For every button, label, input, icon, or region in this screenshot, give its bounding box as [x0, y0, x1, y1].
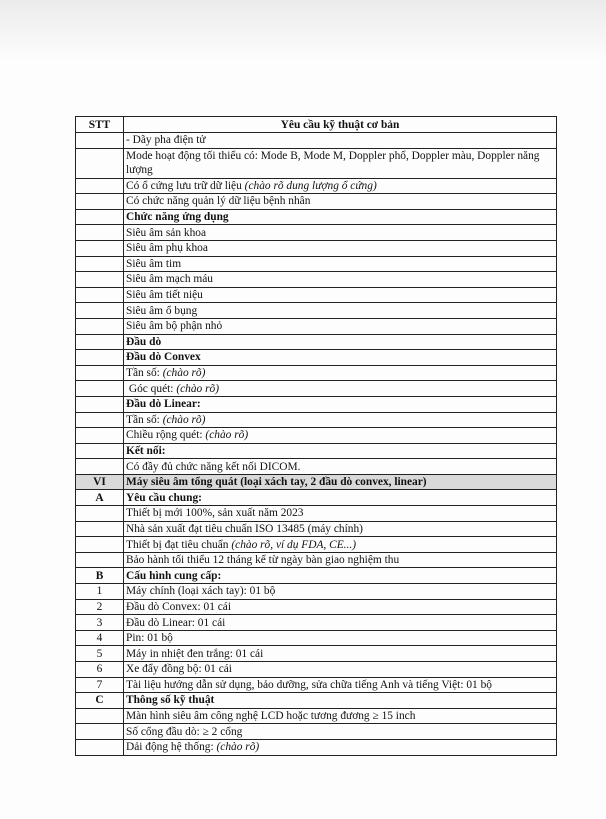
requirement-text: Chức năng ứng dụng [126, 211, 229, 224]
requirement-text: Máy chính (loại xách tay): 01 bộ [126, 585, 276, 598]
requirement-note: (chào rõ) [162, 367, 206, 380]
header-stt: STT [76, 117, 124, 133]
row-requirement [124, 599, 557, 615]
row-stt [76, 194, 124, 210]
table-row [76, 303, 557, 319]
requirement-text: Đầu dò Convex [126, 351, 201, 364]
requirement-text: Màn hình siêu âm công nghệ LCD hoặc tương đương ≥ 15 inch [126, 710, 416, 723]
table-row [76, 677, 557, 693]
table-row [76, 708, 557, 724]
row-requirement [124, 521, 557, 537]
requirement-text: Siêu âm ổ bụng [126, 304, 198, 317]
requirement-text: Tần số: [126, 413, 163, 426]
row-requirement [124, 133, 557, 149]
row-stt [76, 708, 124, 724]
table-body [76, 133, 557, 756]
row-requirement [124, 148, 557, 178]
requirement-text: Thiết bị đạt tiêu chuẩn [126, 538, 232, 551]
row-requirement [124, 381, 557, 397]
row-requirement [124, 662, 557, 678]
requirement-note: (chào rõ) [205, 429, 249, 442]
table-row [76, 350, 557, 366]
requirement-note: (chào rõ) [162, 413, 206, 426]
requirement-note: (chào rõ dung lượng ổ cứng) [244, 179, 377, 192]
table-row [76, 552, 557, 568]
table-row [76, 459, 557, 475]
requirement-text: Thông số kỹ thuật [126, 694, 215, 707]
table-row [76, 240, 557, 256]
row-requirement [124, 506, 557, 522]
requirement-text: Mode hoạt động tối thiểu có: Mode B, Mode M, Doppler phổ, Doppler màu, Doppler năng lượng [126, 149, 543, 177]
row-stt [76, 209, 124, 225]
requirement-text: Nhà sản xuất đạt tiêu chuẩn ISO 13485 (máy chính) [126, 522, 363, 535]
requirement-text: Kết nối: [126, 444, 166, 457]
requirement-text: Máy siêu âm tổng quát (loại xách tay, 2 đầu dò convex, linear) [126, 476, 427, 489]
section-row [76, 474, 557, 490]
table-row [76, 568, 557, 584]
row-requirement [124, 318, 557, 334]
row-requirement [124, 459, 557, 475]
table-row [76, 521, 557, 537]
requirement-text: Góc quét: [126, 382, 177, 395]
row-stt [76, 537, 124, 553]
row-requirement [124, 584, 557, 600]
row-stt: 3 [76, 615, 124, 631]
requirement-text: Dải động hệ thống: [126, 741, 217, 754]
table-row [76, 584, 557, 600]
row-requirement [124, 708, 557, 724]
row-requirement [124, 646, 557, 662]
row-requirement [124, 630, 557, 646]
table-row [76, 537, 557, 553]
row-stt: B [76, 568, 124, 584]
table-row [76, 334, 557, 350]
table-row [76, 318, 557, 334]
requirement-text: Có chức năng quản lý dữ liệu bệnh nhân [126, 195, 311, 208]
row-stt: 4 [76, 630, 124, 646]
row-stt [76, 334, 124, 350]
row-requirement [124, 256, 557, 272]
row-stt [76, 178, 124, 194]
table-row [76, 662, 557, 678]
requirement-text: Pin: 01 bộ [126, 632, 173, 645]
row-requirement [124, 225, 557, 241]
requirement-text: Siêu âm phụ khoa [126, 242, 208, 255]
requirement-text: Siêu âm sản khoa [126, 226, 207, 239]
row-stt [76, 412, 124, 428]
table-row [76, 287, 557, 303]
requirement-text: Có đầy đủ chức năng kết nối DICOM. [126, 460, 301, 473]
row-requirement [124, 615, 557, 631]
row-stt [76, 287, 124, 303]
row-requirement [124, 396, 557, 412]
row-requirement [124, 739, 557, 755]
row-stt [76, 318, 124, 334]
table-row [76, 739, 557, 755]
row-stt [76, 521, 124, 537]
requirement-text: - Dãy pha điện tử [126, 134, 206, 147]
row-stt: 7 [76, 677, 124, 693]
row-stt [76, 396, 124, 412]
row-stt [76, 256, 124, 272]
requirement-note: (chào rõ, ví dụ FDA, CE...) [231, 538, 356, 551]
table-row [76, 412, 557, 428]
requirement-text: Số cổng đầu dò: ≥ 2 cổng [126, 725, 243, 738]
spec-table [75, 116, 557, 756]
row-requirement [124, 334, 557, 350]
row-requirement [124, 693, 557, 709]
row-requirement [124, 178, 557, 194]
requirement-text: Siêu âm bộ phận nhỏ [126, 320, 223, 333]
row-requirement [124, 677, 557, 693]
table-row [76, 630, 557, 646]
row-requirement [124, 490, 557, 506]
row-stt: A [76, 490, 124, 506]
table-row [76, 272, 557, 288]
row-stt: 5 [76, 646, 124, 662]
requirement-text: Chiều rộng quét: [126, 429, 206, 442]
row-requirement [124, 287, 557, 303]
requirement-text: Bảo hành tối thiểu 12 tháng kể từ ngày bàn giao nghiệm thu [126, 554, 400, 567]
requirement-text: Xe đẩy đồng bộ: 01 cái [126, 663, 232, 676]
requirement-text: Đầu dò Convex: 01 cái [126, 600, 232, 613]
table-row [76, 256, 557, 272]
row-requirement [124, 474, 557, 490]
row-stt: C [76, 693, 124, 709]
table-row [76, 599, 557, 615]
row-stt [76, 350, 124, 366]
table-row [76, 646, 557, 662]
requirement-text: Có ổ cứng lưu trữ dữ liệu [126, 179, 245, 192]
table-row [76, 194, 557, 210]
table-row [76, 428, 557, 444]
table-row [76, 724, 557, 740]
row-stt [76, 148, 124, 178]
requirement-text: Đầu dò [126, 335, 162, 348]
table-row [76, 490, 557, 506]
requirement-text: Tần số: [126, 367, 163, 380]
row-stt [76, 133, 124, 149]
row-requirement [124, 443, 557, 459]
header-requirement: Yêu cầu kỹ thuật cơ bản [124, 117, 557, 133]
row-stt [76, 428, 124, 444]
row-stt [76, 303, 124, 319]
table-row [76, 396, 557, 412]
row-stt: 1 [76, 584, 124, 600]
row-stt: VI [76, 474, 124, 490]
table-row [76, 133, 557, 149]
row-stt [76, 365, 124, 381]
row-stt [76, 739, 124, 755]
requirement-note: (chào rõ) [216, 741, 260, 754]
row-requirement [124, 209, 557, 225]
row-requirement [124, 350, 557, 366]
table-row [76, 365, 557, 381]
row-requirement [124, 537, 557, 553]
requirement-text: Siêu âm tiết niệu [126, 289, 203, 302]
requirement-text: Yêu cầu chung: [126, 491, 202, 504]
row-requirement [124, 568, 557, 584]
row-requirement [124, 365, 557, 381]
row-requirement [124, 240, 557, 256]
row-stt [76, 724, 124, 740]
table-row [76, 693, 557, 709]
row-stt [76, 552, 124, 568]
row-requirement [124, 303, 557, 319]
row-requirement [124, 412, 557, 428]
requirement-text: Siêu âm mạch máu [126, 273, 213, 286]
requirement-text: Cấu hình cung cấp: [126, 569, 222, 582]
requirement-text: Đầu dò Linear: [126, 398, 201, 411]
scan-shadow [0, 0, 606, 60]
row-stt [76, 506, 124, 522]
row-stt: 6 [76, 662, 124, 678]
row-stt [76, 443, 124, 459]
table-header-row [76, 117, 557, 133]
row-stt: 2 [76, 599, 124, 615]
row-stt [76, 272, 124, 288]
table-row [76, 381, 557, 397]
row-stt [76, 240, 124, 256]
row-requirement [124, 552, 557, 568]
table-row [76, 443, 557, 459]
table-row [76, 178, 557, 194]
row-requirement [124, 724, 557, 740]
row-requirement [124, 194, 557, 210]
row-stt [76, 459, 124, 475]
requirement-text: Siêu âm tim [126, 257, 182, 270]
requirement-text: Tài liệu hướng dẫn sử dụng, bảo dưỡng, sửa chữa tiếng Anh và tiếng Việt: 01 bộ [126, 678, 492, 691]
requirement-note: (chào rõ) [176, 382, 220, 395]
requirement-text: Thiết bị mới 100%, sản xuất năm 2023 [126, 507, 304, 520]
row-stt [76, 381, 124, 397]
table-row [76, 615, 557, 631]
table-row [76, 506, 557, 522]
row-requirement [124, 428, 557, 444]
table-row [76, 148, 557, 178]
requirement-text: Máy in nhiệt đen trắng: 01 cái [126, 647, 264, 660]
row-stt [76, 225, 124, 241]
table-row [76, 225, 557, 241]
row-requirement [124, 272, 557, 288]
requirement-text: Đầu dò Linear: 01 cái [126, 616, 226, 629]
table-row [76, 209, 557, 225]
